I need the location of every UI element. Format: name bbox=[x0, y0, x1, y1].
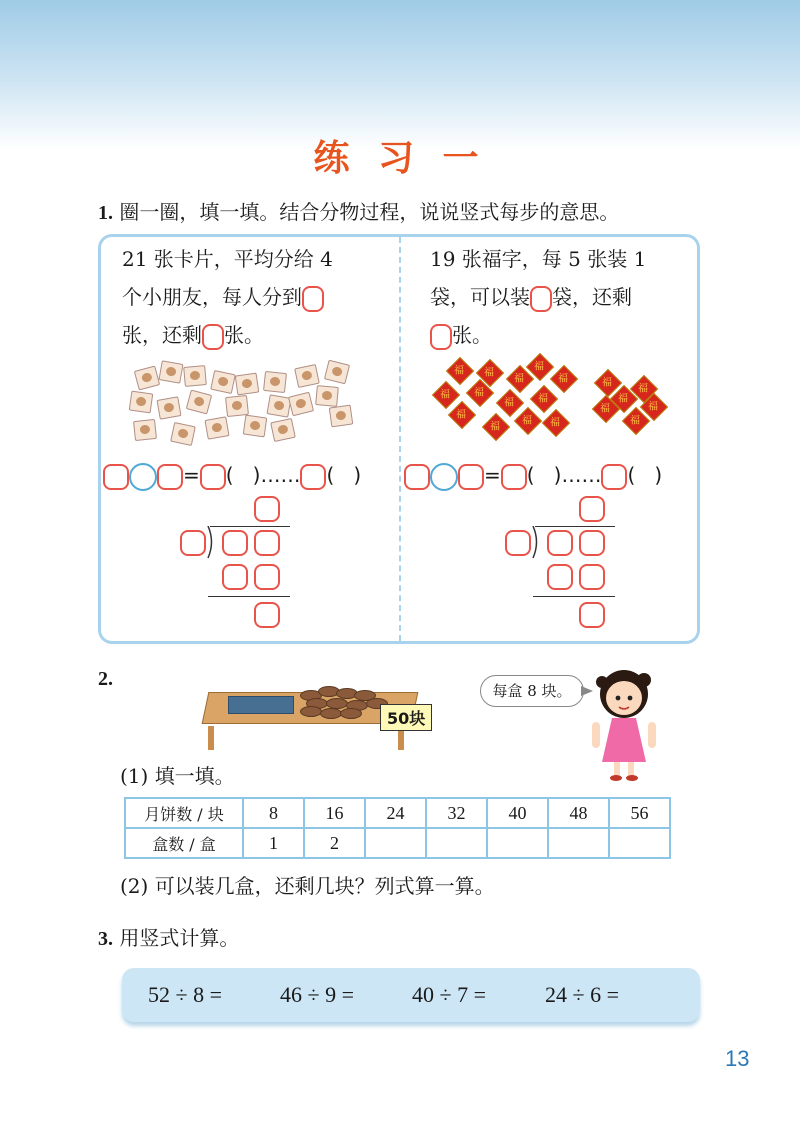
answer-box[interactable] bbox=[302, 286, 324, 312]
q3-heading bbox=[98, 922, 239, 951]
calc-problem: 52 ÷ 8 = bbox=[148, 982, 222, 1007]
table-cell: 2 bbox=[304, 828, 365, 858]
tray bbox=[228, 696, 294, 714]
answer-box[interactable] bbox=[430, 324, 452, 350]
table-cell-blank[interactable] bbox=[487, 828, 548, 858]
calc-problem: 24 ÷ 6 = bbox=[545, 982, 619, 1007]
remainder-box[interactable] bbox=[300, 464, 326, 490]
speech-bubble: 每盒 8 块。 bbox=[480, 675, 584, 707]
table-cell: 24 bbox=[365, 798, 426, 828]
q1-left-long-division bbox=[180, 496, 290, 636]
q1-right-problem bbox=[430, 240, 700, 354]
divisor-box[interactable] bbox=[157, 464, 183, 490]
q2-sub2: (2) 可以装几盒，还剩几块？列式算一算。 bbox=[120, 874, 495, 898]
product-digit-box[interactable] bbox=[222, 564, 248, 590]
paren-close: ) bbox=[353, 463, 362, 487]
table-cell-blank[interactable] bbox=[426, 828, 487, 858]
operator-circle[interactable] bbox=[430, 463, 458, 491]
mooncake-count-tag: 50块 bbox=[380, 704, 432, 731]
product-digit-box[interactable] bbox=[254, 564, 280, 590]
paren-open: ( bbox=[326, 463, 335, 487]
remainder-dots: …… bbox=[260, 463, 301, 487]
q1-left-line3-end: 张。 bbox=[224, 323, 264, 347]
q1-heading bbox=[98, 196, 619, 225]
q1-right-line2-text: 袋，可以装 bbox=[430, 285, 530, 309]
q1-left-line1: 21 张卡片，平均分给 4 bbox=[122, 247, 333, 271]
q1-left-line2-text: 个小朋友，每人分到 bbox=[122, 285, 302, 309]
paren-open: ( bbox=[627, 463, 636, 487]
dividend-digit-box[interactable] bbox=[579, 530, 605, 556]
q1-divider bbox=[399, 237, 401, 641]
girl-character bbox=[588, 664, 660, 784]
q1-right-line2-mid: 袋，还剩 bbox=[552, 285, 632, 309]
equals-sign: = bbox=[183, 463, 200, 487]
divisor-digit-box[interactable] bbox=[180, 530, 206, 556]
q3-instruction: 用竖式计算。 bbox=[119, 926, 240, 950]
division-bar bbox=[210, 526, 290, 527]
q1-left-equation bbox=[103, 460, 361, 491]
answer-box[interactable] bbox=[202, 324, 224, 350]
calc-problem: 40 ÷ 7 = bbox=[412, 982, 486, 1007]
table-cell: 8 bbox=[243, 798, 304, 828]
q2-number: 2. bbox=[98, 668, 113, 690]
paren-close: ) bbox=[654, 463, 663, 487]
row-header-boxes: 盒数 / 盒 bbox=[125, 828, 243, 858]
table-cell: 32 bbox=[426, 798, 487, 828]
remainder-digit-box[interactable] bbox=[579, 602, 605, 628]
paren-close: ) bbox=[252, 463, 261, 487]
q1-right-line1: 19 张福字，每 5 张装 1 bbox=[430, 247, 647, 271]
table-row bbox=[125, 798, 670, 828]
q1-right-equation bbox=[404, 460, 662, 491]
paren-open: ( bbox=[526, 463, 535, 487]
q1-left-line3 bbox=[122, 316, 392, 354]
table-cell: 48 bbox=[548, 798, 609, 828]
divisor-box[interactable] bbox=[458, 464, 484, 490]
table-cell-blank[interactable] bbox=[365, 828, 426, 858]
mooncake-table bbox=[124, 797, 671, 859]
q1-left-line2 bbox=[122, 278, 392, 316]
table-cell: 40 bbox=[487, 798, 548, 828]
operator-circle[interactable] bbox=[129, 463, 157, 491]
divisor-digit-box[interactable] bbox=[505, 530, 531, 556]
equals-sign: = bbox=[484, 463, 501, 487]
q1-left-problem bbox=[122, 240, 392, 354]
table-row bbox=[125, 828, 670, 858]
dividend-box[interactable] bbox=[103, 464, 129, 490]
table-cell: 1 bbox=[243, 828, 304, 858]
dividend-digit-box[interactable] bbox=[254, 530, 280, 556]
dividend-digit-box[interactable] bbox=[547, 530, 573, 556]
quotient-box[interactable] bbox=[200, 464, 226, 490]
quotient-digit-box[interactable] bbox=[254, 496, 280, 522]
q1-left-line3-text: 张，还剩 bbox=[122, 323, 202, 347]
paren-close: ) bbox=[553, 463, 562, 487]
q1-right-long-division bbox=[505, 496, 615, 636]
answer-box[interactable] bbox=[530, 286, 552, 312]
header-band bbox=[0, 0, 800, 150]
quotient-box[interactable] bbox=[501, 464, 527, 490]
q1-right-line3-end: 张。 bbox=[452, 323, 492, 347]
q1-number: 1. bbox=[98, 202, 113, 224]
q1-right-line2 bbox=[430, 278, 700, 316]
quotient-digit-box[interactable] bbox=[579, 496, 605, 522]
product-digit-box[interactable] bbox=[547, 564, 573, 590]
q1-instruction: 圈一圈，填一填。结合分物过程，说说竖式每步的意思。 bbox=[119, 200, 620, 224]
paren-open: ( bbox=[225, 463, 234, 487]
division-bar bbox=[535, 526, 615, 527]
product-digit-box[interactable] bbox=[579, 564, 605, 590]
remainder-box[interactable] bbox=[601, 464, 627, 490]
page-number: 13 bbox=[725, 1046, 750, 1071]
cards-illustration bbox=[130, 358, 360, 444]
table-cell: 16 bbox=[304, 798, 365, 828]
remainder-digit-box[interactable] bbox=[254, 602, 280, 628]
subtraction-line bbox=[208, 596, 290, 597]
dividend-digit-box[interactable] bbox=[222, 530, 248, 556]
fu-characters-illustration: 福 福 福 福 福 福 福 福 福 福 福 福 福 福 福 福 福 福 福 bbox=[430, 355, 670, 441]
q3-number: 3. bbox=[98, 928, 113, 950]
page-title: 练 习 一 bbox=[313, 138, 487, 179]
table-cell-blank[interactable] bbox=[609, 828, 670, 858]
table-cell-blank[interactable] bbox=[548, 828, 609, 858]
remainder-dots: …… bbox=[561, 463, 602, 487]
q1-right-line3 bbox=[430, 316, 700, 354]
row-header-mooncakes: 月饼数 / 块 bbox=[125, 798, 243, 828]
calc-problem: 46 ÷ 9 = bbox=[280, 982, 354, 1007]
table-cell: 56 bbox=[609, 798, 670, 828]
division-bracket bbox=[531, 526, 541, 560]
dividend-box[interactable] bbox=[404, 464, 430, 490]
q2-sub1: (1) 填一填。 bbox=[120, 764, 235, 788]
subtraction-line bbox=[533, 596, 615, 597]
division-bracket bbox=[206, 526, 216, 560]
